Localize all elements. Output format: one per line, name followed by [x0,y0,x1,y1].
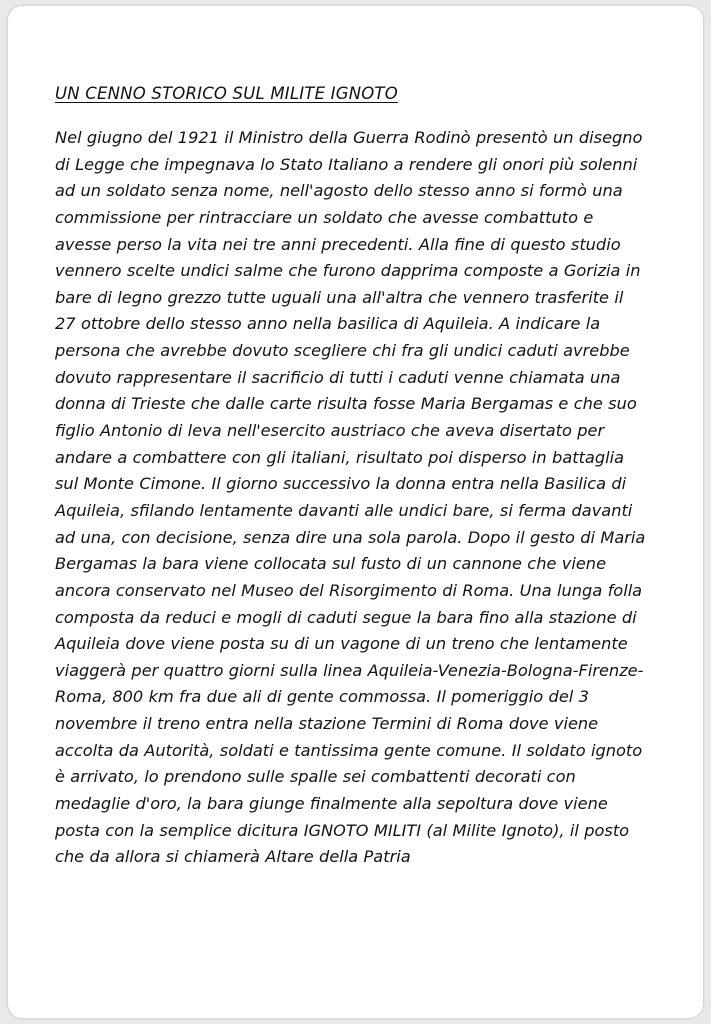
document-body-text: Nel giugno del 1921 il Ministro della Guerra Rodinò presentò un disegno di Legge che impegnava lo Stato Italiano a rendere gli onori più solenni ad un soldato senza nome, nell'agosto dello stesso anno si formò una commissione per rintracciare un soldato che avesse combattuto e avesse perso la vita nei tre anni precedenti. Alla fine di questo studio vennero scelte undici salme che furono dapprima composte a Gorizia in bare di legno grezzo tutte uguali una all'altra che vennero trasferite il 27 ottobre dello stesso anno nella basilica di Aquileia. A indicare la persona che avrebbe dovuto scegliere chi fra gli undici caduti avrebbe dovuto rappresentare il sacrificio di tutti i caduti venne chiamata una donna di Trieste che dalle carte risulta fosse Maria Bergamas e che suo figlio Antonio di leva nell'esercito austriaco che aveva disertato per andare a combattere con gli italiani, risultato poi disperso in battaglia sul Monte Cimone. Il giorno successivo la donna entra nella Basilica di Aquileia, sfilando lentamente davanti alle undici bare, si ferma davanti ad una, con decisione, senza dire una sola parola. Dopo il gesto di Maria Bergamas la bara viene collocata sul fusto di un cannone che viene ancora conservato nel Museo del Risorgimento di Roma. Una lunga folla composta da reduci e mogli di caduti segue la bara fino alla stazione di Aquileia dove viene posta su di un vagone di un treno che lentamente viaggerà per quattro giorni sulla linea Aquileia-Venezia-Bologna-Firenze-Roma, 800 km fra due ali di gente commossa. Il pomeriggio del 3 novembre il treno entra nella stazione Termini di Roma dove viene accolta da Autorità, soldati e tantissima gente comune. Il soldato ignoto è arrivato, lo prendono sulle spalle sei combattenti decorati con medaglie d'oro, la bara giunge finalmente alla sepoltura dove viene posta con la semplice dicitura IGNOTO MILITI (al Milite Ignoto), il posto che da allora si chiamerà Altare della Patria [55,128,646,867]
document-content [55,84,649,871]
page-title: UN CENNO STORICO SUL MILITE IGNOTO [55,84,398,103]
document-page [8,6,703,1018]
